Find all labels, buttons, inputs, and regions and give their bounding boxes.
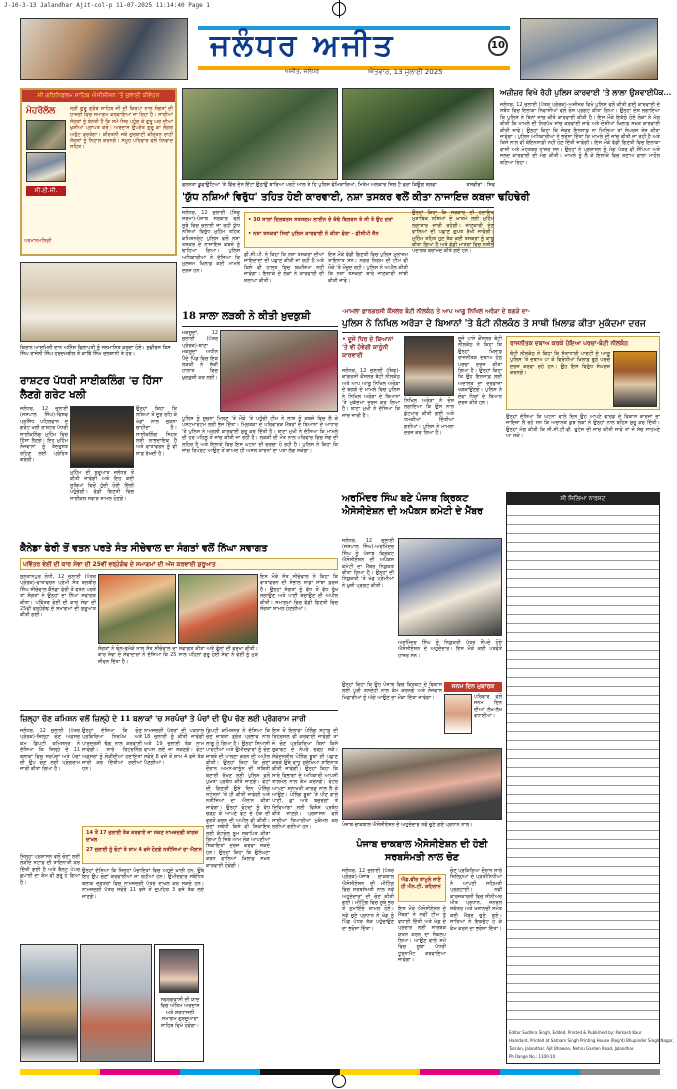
chakbal-photo bbox=[342, 748, 502, 820]
police-photo bbox=[342, 88, 494, 180]
nikhil-photo bbox=[404, 336, 454, 396]
ad-label: ਸੀ.ਈ.ਸੀ. bbox=[26, 186, 66, 196]
main-story-col-2: ਡੀ.ਸੀ.ਪੀ. ਨੇ ਕਿਹਾ ਕਿ ਨਸ਼ਾ ਤਸਕਰਾਂ ਦੀਆਂ ਜਾਇਦਾਦਾਂ ਦੀ ਪਛਾਣ ਕੀਤੀ ਜਾ ਰਹੀ ਹੈ ਅਤੇ ਕਿਸੇ ਵੀ ਹਾਲਤ ਵਿਚ ਬਖ਼ਸ਼ਿਆ ਨਹੀਂ ਜਾਵੇਗਾ। ਇਲਾਕੇ ਦੇ ਲੋਕਾਂ ਨੇ ਕਾਰਵਾਈ ਦੀ ਸ਼ਲਾਘਾ ਕੀਤੀ। bbox=[244, 252, 324, 284]
political-box-text: ਬੰਟੀ ਨੀਲਕੰਠ ਨੇ ਕਿਹਾ ਕਿ ਸੱਤਾਧਾਰੀ ਪਾਰਟੀ ਦੇ ਆਗੂ ਪੁਲਿਸ 'ਤੇ ਦਬਾਅ ਪਾ ਕੇ ਵਿਰੋਧੀਆਂ ਖ਼ਿਲਾਫ਼ ਝੂਠੇ ਪਰਚੇ ਦਰਜ ਕਰਵਾ ਰਹੇ ਹਨ। ਉਹ ਇਸ ਵਿਰੁੱਧ ਸੰਘਰਸ਼ ਕਰਨਗੇ। bbox=[510, 351, 610, 377]
print-slug: J-10-3-13 Jalandhar Ajit-col-p 11-07-2025 11:14:40 Page 1 bbox=[4, 2, 210, 9]
birthday-label: ਜਨਮ ਦਿਨ ਮੁਬਾਰਕ bbox=[444, 682, 502, 692]
ad-body-text: ਸ੍ਰੀ ਗੁਰੂ ਗ੍ਰੰਥ ਸਾਹਿਬ ਜੀ ਦੀ ਕਿਰਪਾ ਨਾਲ ਸੰਗਤਾਂ ਦੀ ਹਾਜ਼ਰੀ ਵਿਚ ਸਮਾਗਮ ਕਰਵਾਇਆ ਜਾ ਰਿਹਾ ਹੈ। ਸਾਰੀਆਂ ਸੰਗਤਾਂ ਨੂੰ ਬੇਨਤੀ ਹੈ ਕਿ ਸਮੇਂ ਸਿਰ ਪਹੁੰਚ ਕੇ ਗੁਰੂ ਘਰ ਦੀਆਂ ਖ਼ੁਸ਼ੀਆਂ ਪ੍ਰਾਪਤ ਕਰੋ। ਅਰਦਾਸ ਉਪਰੰਤ ਗੁਰੂ ਕਾ ਲੰਗਰ ਅਤੁੱਟ ਵਰਤੇਗਾ। ਕੀਰਤਨੀ ਜਥੇ ਗੁਰਬਾਣੀ ਕੀਰਤਨ ਰਾਹੀਂ ਸੰਗਤਾਂ ਨੂੰ ਨਿਹਾਲ ਕਰਨਗੇ। ਸਮੂਹ ਪਰਿਵਾਰ ਵਲੋਂ ਧੰਨਵਾਦ ਸਹਿਤ। bbox=[70, 106, 173, 151]
dc-story-col-4: ਡਿਪਟੀ ਕਮਿਸ਼ਨਰ ਨੇ ਦੱਸਿਆ ਕਿ ਚੋਣ ਜ਼ਾਬਤਾ ਤੁਰੰਤ ਪ੍ਰਭਾਵ ਨਾਲ ਲਾਗੂ ਹੋ ਗਿਆ ਹੈ। ਉਨ੍ਹਾਂ ਸਿਆਸੀ ਪਾਰਟੀਆਂ ਅਤੇ ਉਮੀਦਵਾਰਾਂ ਨੂੰ ਚੋਣ ਜ਼ਾਬਤੇ ਦੀ ਪਾਲਣਾ ਕਰਨ ਦੀ ਅਪੀਲ ਕੀਤੀ। ਉਨ੍ਹਾਂ ਕਿਹਾ ਕਿ ਚੋਣਾਂ ਦੌਰਾਨ ਅਮਨ-ਕਾਨੂੰਨ ਦੀ ਸਥਿਤੀ ਬਣਾਈ ਰੱਖਣ ਲਈ ਪੁਲਿਸ ਵਲੋਂ ਪੁਖ਼ਤਾ ਪ੍ਰਬੰਧ ਕੀਤੇ ਜਾਣਗੇ। ਵੋਟਾਂ ਦੀ ਗਿਣਤੀ ਉਸੇ ਦਿਨ ਪੋਲਿੰਗ ਸਟੇਸ਼ਨਾਂ 'ਤੇ ਹੀ ਕੀਤੀ ਜਾਵੇਗੀ ਅਤੇ ਨਤੀਜਿਆਂ ਦਾ ਐਲਾਨ ਕੀਤਾ ਜਾਵੇਗਾ। ਉਨ੍ਹਾਂ ਵੋਟਰਾਂ ਨੂੰ ਵੱਧ ਚੜ੍ਹ ਕੇ ਆਪਣੇ ਵੋਟ ਦੇ ਹੱਕ ਦੀ ਵਰਤੋਂ ਕਰਨ ਦੀ ਅਪੀਲ ਵੀ ਕੀਤੀ। ਚੋਣਾਂ ਸਬੰਧੀ ਕਿਸੇ ਵੀ ਸ਼ਿਕਾਇਤ ਲਈ ਕੰਟਰੋਲ ਰੂਮ ਸਥਾਪਿਤ ਕੀਤਾ ਗਿਆ ਹੈ ਜਿਥੇ ਆਮ ਲੋਕ ਆਪਣੀਆਂ ਸ਼ਿਕਾਇਤਾਂ ਦਰਜ ਕਰਵਾ ਸਕਦੇ ਹਨ। ਉਨ੍ਹਾਂ ਕਿਹਾ ਕਿ ਉਲੰਘਣਾ ਕਰਨ ਵਾਲਿਆਂ ਖ਼ਿਲਾਫ਼ ਸਖ਼ਤ ਕਾਰਵਾਈ ਹੋਵੇਗੀ। bbox=[206, 728, 270, 869]
main-story-col-1: ਜਲੰਧਰ, 12 ਜੁਲਾਈ (ਸ਼ਿਵ ਸ਼ਰਮਾ)-ਪੰਜਾਬ ਸਰਕਾਰ ਵਲੋਂ ਸੂਬੇ ਵਿਚ ਚਲਾਈ ਜਾ ਰਹੀ ਯੁੱਧ ਨਸ਼ਿਆਂ ਵਿਰੁੱਧ ਮੁਹਿੰਮ ਤਹਿਤ ਕਮਿਸ਼ਨਰੇਟ ਪੁਲਿਸ ਵਲੋਂ ਨਸ਼ਾ ਤਸਕਰ ਦੇ ਨਾਜਾਇਜ਼ ਕਬਜ਼ੇ ਨੂੰ ਢਾਹਿਆ ਗਿਆ। ਪੁਲਿਸ ਅਧਿਕਾਰੀਆਂ ਨੇ ਦੱਸਿਆ ਕਿ ਮੁਲਜ਼ਮ ਖ਼ਿਲਾਫ਼ ਕਈ ਮਾਮਲੇ ਦਰਜ ਹਨ। bbox=[182, 210, 240, 274]
imprint-line: Editor Sudhira Singh, Edited, Printed & Published by: Parkash Kaur bbox=[509, 1030, 642, 1035]
color-swatch bbox=[580, 1069, 660, 1075]
chakbal-box: ਐਡ.ਵੀਰ ਤਾਮੂਲੇ ਜਾਣੇ ਹੀ ਐਨ.ਟੀ. ਸ਼ਹਿਰਾਨ bbox=[398, 874, 446, 902]
cycling-headline: ਰਾਸ਼ਟਰ ਪੱਧਰੀ ਸਾਈਕਲਿੰਗ 'ਚ ਹਿੱਸਾ ਲੈਣਗੇ ਗਰੇਟ ਖਲੀ bbox=[20, 375, 163, 401]
color-swatch bbox=[180, 1069, 260, 1075]
dc-story-col-7: ਉਨ੍ਹਾਂ ਦੱਸਿਆ ਕਿ ਜਿਨ੍ਹਾਂ ਪੰਚਾਇਤਾਂ ਵਿਚ ਅਹੁਦੇ ਖ਼ਾਲੀ ਹਨ, ਉਥੇ ਇਹ ਉਪ ਚੋਣਾਂ ਕਰਵਾਈਆਂ ਜਾ ਰਹੀਆਂ ਹਨ। ਉਮੀਦਵਾਰ ਸਬੰਧਿਤ ਬਲਾਕ ਦਫ਼ਤਰਾਂ ਵਿਚ ਨਾਮਜ਼ਦਗੀ ਪੱਤਰ ਦਾਖ਼ਲ ਕਰ ਸਕਦੇ ਹਨ। ਨਾਮਜ਼ਦਗੀ ਪੱਤਰ ਸਵੇਰੇ 11 ਵਜੇ ਤੋਂ ਦੁਪਹਿਰ 3 ਵਜੇ ਤੱਕ ਲਏ ਜਾਣਗੇ। bbox=[82, 868, 204, 900]
bulldozer-caption: ਫਲਨਤਾ ਡੂਫਾਉਂਟਿਆਂ 'ਤੇ ਵਿੱਚ ਦੇਨ ਇੱਟਾਂ ਉਠਾਉਂ ਬਾਰਿਆ ਪਰਟੋ ਆਲ ਤੇ ਹਿ ਪੁਲਿਸ ਫੇਮਿਕਾਰਿਆਂ, ਮਿਤੇਮ ਅਲਕਾਰ ਸ਼ਿਲ ਟੈ ਫਰਾ ਕਿਊਗ ਬਲਵਾ bbox=[182, 182, 437, 188]
ad-footer: ਪਰਮਾਨਮਲਿਗੀ bbox=[24, 238, 52, 244]
sant-photo-1 bbox=[98, 574, 176, 644]
girl-death-headline: 18 ਸਾਲਾ ਲੜਕੀ ਨੇ ਕੀਤੀ ਖ਼ੁਦਕੁਸ਼ੀ bbox=[182, 311, 311, 322]
girl-story-col-2: ਪੁਲਿਸ ਨੂੰ ਸੂਚਨਾ ਮਿਲਣ 'ਤੇ ਮੌਕੇ 'ਤੇ ਪਹੁੰਚੀ ਟੀਮ ਨੇ ਲਾਸ਼ ਨੂੰ ਕਬਜ਼ੇ ਵਿਚ ਲੈ ਕੇ ਪੋਸਟਮਾਰਟਮ ਲਈ ਭੇਜ ਦਿੱਤਾ। ਮ੍ਰਿਤਕਾ ਦੇ ਪਰਿਵਾਰਕ ਮੈਂਬਰਾਂ ਦੇ ਬਿਆਨਾਂ ਦੇ ਆਧਾਰ 'ਤੇ ਪੁਲਿਸ ਨੇ ਅਗਲੀ ਕਾਰਵਾਈ ਸ਼ੁਰੂ ਕਰ ਦਿੱਤੀ ਹੈ। ਥਾਣਾ ਮੁਖੀ ਨੇ ਦੱਸਿਆ ਕਿ ਮਾਮਲੇ ਦੀ ਹਰ ਪਹਿਲੂ ਤੋਂ ਜਾਂਚ ਕੀਤੀ ਜਾ ਰਹੀ ਹੈ। ਲੜਕੀ ਦੀ ਮੌਤ ਨਾਲ ਪਰਿਵਾਰ ਵਿਚ ਸੋਗ ਦੀ ਲਹਿਰ ਹੈ ਅਤੇ ਇਲਾਕੇ ਵਿਚ ਇਸ ਘਟਨਾ ਦੀ ਚਰਚਾ ਹੋ ਰਹੀ ਹੈ। ਪੁਲਿਸ ਨੇ ਕਿਹਾ ਕਿ ਜਾਂਚ ਰਿਪੋਰਟ ਆਉਣ ਤੋਂ ਬਾਅਦ ਹੀ ਅਸਲ ਕਾਰਨਾਂ ਦਾ ਪਤਾ ਲੱਗ ਸਕੇਗਾ। bbox=[182, 416, 338, 455]
birthday-child-photo bbox=[444, 694, 472, 734]
main-story-col-4: ਉਨ੍ਹਾਂ ਕਿਹਾ ਕਿ ਸਰਕਾਰ ਦੀ ਹਦਾਇਤ ਮੁਤਾਬਿਕ ਨਸ਼ਿਆਂ ਦੇ ਖ਼ਾਤਮੇ ਲਈ ਮੁਹਿੰਮ ਲਗਾਤਾਰ ਜਾਰੀ ਰਹੇਗੀ। ਜਾਣਕਾਰੀ ਦੇਣ ਵਾਲਿਆਂ ਦੀ ਪਛਾਣ ਗੁਪਤ ਰੱਖੀ ਜਾਵੇਗੀ। ਮੁਹਿੰਮ ਤਹਿਤ ਹੁਣ ਤੱਕ ਕਈ ਤਸਕਰਾਂ ਨੂੰ ਕਾਬੂ ਕੀਤਾ ਗਿਆ ਹੈ ਅਤੇ ਵੱਡੀ ਮਾਤਰਾ ਵਿਚ ਨਸ਼ੀਲੇ ਪਦਾਰਥ ਬਰਾਮਦ ਕੀਤੇ ਗਏ ਹਨ। bbox=[412, 210, 494, 255]
imprint-line: Hamdard, Printed at Satnam Singh Printing House (Reg'd) Bhupinder Singh Nagar, bbox=[509, 1038, 674, 1043]
sikh-group-caption: ਕਿਰਾਨ ਆਦਮਿਨੀ ਦਾਨ ਅਨਿੰਸ ਫਿਲਾਪਤੀ ਨੂੰ ਸਨਮਾਨਿਤ ਕਰਦਾ ਹੋਏ। ਸੁਵੀਰਸ ਤਿਸ ਸਿੰਘ ਰਾਜੇਨੀ ਸਿੰਘ ਹਰਦਮਬੀਲ ਤੋਂ ਕਾਬਿੰ ਸਿੰਘ ਦਲਸ਼ਾਨੀ ਤੇ ਹੋਰ। bbox=[20, 345, 171, 358]
cricket-caption: ਅਰਮਿੰਦਰ ਸਿੰਘ ਨੂੰ ਨਿਯੁਕਤੀ ਪੱਤਰ ਸੌਂਪਦੇ ਹੋਏ ਐਸੋਸੀਏਸ਼ਨ ਦੇ ਅਹੁਦੇਦਾਰ। ਇਸ ਮੌਕੇ ਕਈ ਪਤਵੰਤੇ ਹਾਜ਼ਰ ਸਨ। bbox=[398, 640, 502, 659]
dc-story-col-2: ਉਨ੍ਹਾਂ ਦੱਸਿਆ ਕਿ ਚੋਣ ਪ੍ਰਕਿਰਿਆ ਨਿਰਪੱਖ ਅਤੇ ਪਾਰਦਰਸ਼ੀ ਢੰਗ ਨਾਲ ਕਰਵਾਈ ਜਾਵੇਗੀ। ਸਾਰੇ ਰਿਟਰਨਿੰਗ ਅਫ਼ਸਰਾਂ ਨੂੰ ਲੋੜੀਂਦੀਆਂ ਹਦਾਇਤਾਂ ਜਾਰੀ ਕਰ ਦਿੱਤੀਆਂ ਗਈਆਂ ਹਨ। bbox=[82, 728, 142, 773]
ad-brand: ਮੇਹਰੋਲੱਲ bbox=[26, 106, 56, 116]
dc-story-col-6: ਜ਼ਿਲ੍ਹਾ ਪ੍ਰਸ਼ਾਸਨ ਵਲੋਂ ਚੋਣਾਂ ਲਈ ਲੋੜੀਂਦੇ ਸਟਾਫ਼ ਦੀ ਤਾਇਨਾਤੀ ਕਰ ਦਿੱਤੀ ਗਈ ਹੈ ਅਤੇ ਬੈਲਟ ਪੇਪਰ ਛਪਾਈ ਦਾ ਕੰਮ ਵੀ ਸ਼ੁਰੂ ਹੋ ਗਿਆ ਹੈ। bbox=[20, 854, 80, 886]
dc-point-2: 27 ਜੁਲਾਈ ਨੂੰ ਵੋਟਾਂ ਤੇ ਸ਼ਾਮ 4 ਵਜੇ ਹੋਣਗੇ ਨਤੀਜਿਆਂ ਦਾ ਐਲਾਨ bbox=[86, 847, 202, 853]
obituary-photo bbox=[159, 949, 199, 993]
political-box-title: ਰਾਜਨੀਤਕ ਦਬਾਅ ਕਰਕੇ ਹੋਇਆ ਪਰਚਾ-ਬੰਟੀ ਨੀਲਕੰਠ bbox=[510, 340, 629, 347]
sant-photo-2 bbox=[178, 574, 258, 644]
dc-point-1: 14 ਤੋਂ 17 ਜੁਲਾਈ ਤੱਕ ਕਰਵਾਏ ਜਾ ਸਕਣ ਨਾਮਜ਼ਦਗੀ ਕਾਗਜ਼ ਦਾਖ਼ਲ bbox=[86, 830, 199, 843]
birthday-text: ਪਰਿਵਾਰ ਵਲੋਂ ਜਨਮ ਦਿਨ ਦੀਆਂ ਲੱਖ-ਲੱਖ ਵਧਾਈਆਂ। bbox=[474, 694, 502, 720]
ad-title: ਸੀ ਗਰਿਨਿਫਲਮ ਸਾਹਿਬ ਐਜੀਸੀਜ਼ਨ 'ਤੋਂ ਜੁਲਾਈ ਕੀਵੋਹਨ bbox=[22, 90, 175, 102]
divider bbox=[342, 332, 660, 333]
building-photo-1 bbox=[20, 944, 78, 1062]
dc-headline: ਜ਼ਿਲ੍ਹਾ ਚੋਣ ਕਮਿਸ਼ਨ ਵਲੋਂ ਜ਼ਿਲ੍ਹੇ ਦੇ 11 ਬਲਾਕਾਂ 'ਚ ਸਰਪੰਚਾਂ ਤੇ ਪੰਚਾਂ ਦੀ ਉਪ ਚੋਣ ਲਈ ਪ੍ਰੋਗਰਾਮ ਜਾਰੀ bbox=[20, 714, 307, 723]
color-swatch bbox=[500, 1069, 580, 1075]
photo-credit: ਤਸਵੀਰਾਂ : ਸ਼ਿਵ bbox=[466, 182, 495, 188]
sant-subheadline: ਪਵਿੱਤਰ ਵੇਈਂ ਦੀ ਕਾਰ ਸੇਵਾ ਦੀ 25ਵੀਂ ਵਰ੍ਹੇਗੰਢ ਦੇ ਸਮਾਗਮਾਂ ਦੀ ਅੱਜ ਕਰਵਾਈ ਸ਼ੁਰੂਆਤ bbox=[20, 558, 338, 570]
divider bbox=[20, 710, 338, 711]
khali-photo bbox=[70, 406, 134, 468]
top-left-ad bbox=[20, 88, 177, 256]
chakbal-story-col-2: ਇਸ ਮੌਕੇ ਐਸੋਸੀਏਸ਼ਨ ਦੇ ਮੈਂਬਰਾਂ ਨੇ ਨਵੀਂ ਟੀਮ ਨੂੰ ਵਧਾਈ ਦਿੱਤੀ ਅਤੇ ਖੇਡ ਦੇ ਪ੍ਰਚਾਰ ਲਈ ਸਾਰਥਕ ਯਤਨ ਕਰਨ ਦਾ ਸੰਕਲਪ ਲਿਆ। ਆਉਣ ਵਾਲੇ ਸਮੇਂ ਵਿਚ ਸੂਬਾ ਪੱਧਰੀ ਟੂਰਨਾਮੈਂਟ ਕਰਵਾਇਆ ਜਾਵੇਗਾ। bbox=[398, 906, 446, 964]
chakbal-headline: ਪੰਜਾਬ ਚਾਕਬਾਲ ਐਸੋਸੀਏਸ਼ਨ ਦੀ ਹੋਈ ਸਰਬਸੰਮਤੀ ਨਾਲ ਚੋਣ bbox=[356, 839, 488, 863]
divider bbox=[182, 207, 494, 208]
cycling-story-col-1: ਜਲੰਧਰ, 12 ਜੁਲਾਈ (ਜਸਪਾਲ ਸਿੰਘ)-ਵਿਸ਼ਵ ਪ੍ਰਸਿੱਧ ਪਹਿਲਵਾਨ ਦ ਗਰੇਟ ਖਲੀ ਰਾਸ਼ਟਰ ਪੱਧਰੀ ਸਾਈਕਲਿੰਗ ਮੁਹਿੰਮ ਵਿਚ ਹਿੱਸਾ ਲੈਣਗੇ। ਇਹ ਮੁਹਿੰਮ ਨੌਜਵਾਨਾਂ ਨੂੰ ਤੰਦਰੁਸਤ ਰਹਿਣ ਲਈ ਪ੍ਰੇਰਿਤ ਕਰੇਗੀ। bbox=[20, 406, 68, 464]
masthead-date: ਐਤਵਾਰ, 13 ਜੁਲਾਈ 2025 bbox=[368, 68, 443, 76]
councillor-story-col-1: ਜਲੰਧਰ, 12 ਜੁਲਾਈ (ਸ਼ਿਵ)-ਕਾਂਗਰਸੀ ਕੌਂਸਲਰ ਬੰਟੀ ਨੀਲਕੰਠ ਅਤੇ ਆਪ ਆਗੂ ਨਿਖਿਲ ਅਰੋੜਾ ਦੇ ਝਗੜੇ ਦੇ ਮਾਮਲੇ ਵਿਚ ਪੁਲਿਸ ਨੇ ਨਿਖਿਲ ਅਰੋੜਾ ਦੇ ਬਿਆਨਾਂ 'ਤੇ ਮੁਕੱਦਮਾ ਦਰਜ ਕਰ ਲਿਆ ਹੈ। ਥਾਣਾ ਮੁਖੀ ਨੇ ਦੱਸਿਆ ਕਿ ਜਾਂਚ ਜਾਰੀ ਹੈ। bbox=[342, 368, 400, 419]
councillor-side-note: • ਦੂਜੇ ਧਿਰ ਦੇ ਬਿਆਨਾਂ 'ਤੇ ਵੀ ਹੋਵੇਗੀ ਕਾਨੂੰਨੀ ਕਾਰਵਾਈ bbox=[342, 336, 394, 359]
divider bbox=[182, 326, 338, 327]
color-registration-bar bbox=[20, 1069, 660, 1075]
ad-box-small bbox=[154, 944, 204, 1062]
cricket-headline: ਅਰਮਿੰਦਰ ਸਿੰਘ ਬਣੇ ਪੰਜਾਬ ਕ੍ਰਿਕਟ ਐਸੋਸੀਏਸ਼ਨ ਦੀ ਅਪੈਕਸ ਕਮੇਟੀ ਦੇ ਮੈਂਬਰ bbox=[342, 493, 484, 517]
main-headline: 'ਯੁੱਧ ਨਸ਼ਿਆਂ ਵਿਰੁੱਧ' ਤਹਿਤ ਹੋਈ ਕਾਰਵਾਈ, ਨਸ਼ਾ ਤਸਕਰ ਵਲੋਂ ਕੀਤਾ ਨਾਜਾਇਜ਼ ਕਬਜ਼ਾ ਢਹਿਢੇਰੀ bbox=[182, 192, 530, 203]
page-number: 10 bbox=[488, 36, 508, 56]
sant-story-col-1: ਸੁਲਤਾਨਪੁਰ ਲੋਧੀ, 12 ਜੁਲਾਈ (ਪੱਤਰ ਪ੍ਰੇਰਕ)-ਵਾਤਾਵਰਨ ਪ੍ਰੇਮੀ ਸੰਤ ਬਲਬੀਰ ਸਿੰਘ ਸੀਚੇਵਾਲ ਕੈਨੇਡਾ ਫੇਰੀ ਤੋਂ ਵਤਨ ਪਰਤੇ ਤਾਂ ਸੰਗਤਾਂ ਨੇ ਉਨ੍ਹਾਂ ਦਾ ਨਿੱਘਾ ਸਵਾਗਤ ਕੀਤਾ। ਪਵਿੱਤਰ ਵੇਈਂ ਦੀ ਕਾਰ ਸੇਵਾ ਦੀ 25ਵੀਂ ਵਰ੍ਹੇਗੰਢ ਦੇ ਸਮਾਗਮਾਂ ਦੀ ਸ਼ੁਰੂਆਤ ਕੀਤੀ ਗਈ। bbox=[20, 574, 96, 619]
officer-headline: ਅਜ਼ੀਜ਼ਰ ਵਿਖੇ ਰੋਹੀ ਪੁਲਿਸ ਕਾਰਵਾਈ 'ਤੇ ਲਾਲਾ ਉਸ਼ਵਾਈਪੈਕ... bbox=[500, 88, 672, 97]
color-swatch bbox=[20, 1069, 100, 1075]
girl-story-col-1: ਮਕਸੂਦਾਂ, 12 ਜੁਲਾਈ (ਪੱਤਰ ਪ੍ਰੇਰਕ)-ਥਾਣਾ ਮਕਸੂਦਾਂ ਅਧੀਨ ਪੈਂਦੇ ਪਿੰਡ ਵਿਚ ਇਕ ਲੜਕੀ ਨੇ ਸ਼ੱਕੀ ਹਾਲਾਤ ਵਿਚ ਖ਼ੁਦਕੁਸ਼ੀ ਕਰ ਲਈ। bbox=[182, 330, 218, 381]
imprint-line: Tulsian, Jalandhar. Ajit Bhawan, Nehru Garden Road, Jalandhar. bbox=[509, 1046, 635, 1051]
main-story-col-3: ਇਸ ਮੌਕੇ ਵੱਡੀ ਗਿਣਤੀ ਵਿਚ ਪੁਲਿਸ ਮੁਲਾਜ਼ਮ ਤਾਇਨਾਤ ਸਨ। ਨਗਰ ਨਿਗਮ ਦੀ ਟੀਮ ਵੀ ਮੌਕੇ 'ਤੇ ਮੌਜੂਦ ਰਹੀ। ਪੁਲਿਸ ਨੇ ਅਪੀਲ ਕੀਤੀ ਕਿ ਨਸ਼ਾ ਤਸਕਰਾਂ ਬਾਰੇ ਜਾਣਕਾਰੀ ਸਾਂਝੀ ਕੀਤੀ ਜਾਵੇ। bbox=[328, 252, 409, 284]
councillor-story-col-2: ਨਿਖਿਲ ਅਰੋੜਾ ਨੇ ਦੋਸ਼ ਲਗਾਇਆ ਕਿ ਉਸ ਨਾਲ ਕੁੱਟਮਾਰ ਕੀਤੀ ਗਈ ਅਤੇ ਧਮਕੀਆਂ ਦਿੱਤੀਆਂ ਗਈਆਂ। ਪੁਲਿਸ ਨੇ ਮਾਮਲਾ ਦਰਜ ਕਰ ਲਿਆ ਹੈ। bbox=[404, 398, 454, 437]
dc-story-col-1: ਜਲੰਧਰ, 12 ਜੁਲਾਈ (ਪੱਤਰ ਪ੍ਰੇਰਕ)-ਜ਼ਿਲ੍ਹਾ ਚੋਣ ਅਫ਼ਸਰ ਕਮ ਡਿਪਟੀ ਕਮਿਸ਼ਨਰ ਨੇ ਦੱਸਿਆ ਕਿ ਜ਼ਿਲ੍ਹੇ ਦੇ 11 ਬਲਾਕਾਂ ਵਿਚ ਸਰਪੰਚਾਂ ਅਤੇ ਪੰਚਾਂ ਦੀ ਉਪ ਚੋਣ ਲਈ ਪ੍ਰੋਗਰਾਮ ਜਾਰੀ ਕੀਤਾ ਗਿਆ ਹੈ। bbox=[20, 728, 80, 773]
councillor-story-col-3: ਦੂਜੇ ਪਾਸੇ ਕੌਂਸਲਰ ਬੰਟੀ ਨੀਲਕੰਠ ਨੇ ਕਿਹਾ ਕਿ ਉਨ੍ਹਾਂ ਖ਼ਿਲਾਫ਼ ਰਾਜਨੀਤਕ ਦਬਾਅ ਹੇਠ ਪਰਚਾ ਦਰਜ ਕੀਤਾ ਗਿਆ ਹੈ। ਉਨ੍ਹਾਂ ਕਿਹਾ ਕਿ ਉਹ ਇਨਸਾਫ਼ ਲਈ ਅਦਾਲਤ ਦਾ ਦਰਵਾਜ਼ਾ ਖੜਕਾਉਣਗੇ। ਪੁਲਿਸ ਨੇ ਦੋਵਾਂ ਧਿਰਾਂ ਦੇ ਬਿਆਨ ਦਰਜ ਕੀਤੇ ਹਨ। bbox=[458, 336, 502, 407]
cycling-story-col-2: ਉਨ੍ਹਾਂ ਕਿਹਾ ਕਿ ਨਸ਼ਿਆਂ ਤੋਂ ਦੂਰ ਰਹਿ ਕੇ ਖੇਡਾਂ ਨਾਲ ਜੁੜਨਾ ਚਾਹੀਦਾ ਹੈ। ਸਾਈਕਲਿੰਗ ਸਿਹਤ ਲਈ ਲਾਭਦਾਇਕ ਹੈ ਅਤੇ ਵਾਤਾਵਰਨ ਨੂੰ ਵੀ ਸਾਫ਼ ਰੱਖਦੀ ਹੈ। bbox=[136, 406, 177, 457]
masthead bbox=[190, 18, 518, 80]
color-swatch bbox=[260, 1069, 340, 1075]
main-point-1: • 30 ਸਾਲਾਂ ਦਿਲਬਰਸ ਸਤਸਗਮ ਲਾਈਨ ਦੇ ਕੰਢੇ ਬਿਲਰਸ ਤੇ ਸੀ ਤੇ ਉਹ ਦਰਾਂ bbox=[248, 217, 393, 223]
registration-mark-icon bbox=[332, 1074, 346, 1088]
political-box bbox=[506, 336, 660, 410]
imprint-line: Ph Range No.: 1100-10 bbox=[509, 1054, 556, 1059]
ad-portrait-2 bbox=[26, 152, 66, 182]
councillor-story-col-4: ਉਨ੍ਹਾਂ ਦੱਸਿਆ ਕਿ ਘਟਨਾ ਵਾਲੇ ਦਿਨ ਉਹ ਆਪਣੇ ਵਾਰਡ ਦੇ ਵਿਕਾਸ ਕਾਰਜਾਂ ਦਾ ਜਾਇਜ਼ਾ ਲੈ ਰਹੇ ਸਨ ਕਿ ਅਚਾਨਕ ਕੁਝ ਲੋਕਾਂ ਨੇ ਉਨ੍ਹਾਂ ਨਾਲ ਬਹਿਸ ਸ਼ੁਰੂ ਕਰ ਦਿੱਤੀ। ਉਨ੍ਹਾਂ ਮੰਗ ਕੀਤੀ ਕਿ ਸੀ.ਸੀ.ਟੀ.ਵੀ. ਫੁਟੇਜ ਦੀ ਜਾਂਚ ਕੀਤੀ ਜਾਵੇ ਤਾਂ ਜੋ ਸੱਚ ਸਾਹਮਣੇ ਆ ਸਕੇ। bbox=[506, 414, 660, 440]
dc-points-box bbox=[82, 826, 204, 864]
dc-story-col-3: ਨਾਮਜ਼ਦਗੀ ਪੱਤਰਾਂ ਦੀ ਪੜਤਾਲ 18 ਜੁਲਾਈ ਨੂੰ ਕੀਤੀ ਜਾਵੇਗੀ ਅਤੇ 19 ਜੁਲਾਈ ਤੱਕ ਨਾਮ ਵਾਪਸ ਲਏ ਜਾ ਸਕਣਗੇ। ਵੋਟਾਂ ਸਵੇਰੇ 8 ਵਜੇ ਤੋਂ ਸ਼ਾਮ 4 ਵਜੇ ਤੱਕ ਪੈਣਗੀਆਂ। bbox=[144, 728, 204, 767]
city-building-photo bbox=[20, 18, 188, 80]
ad-portrait-1 bbox=[26, 120, 66, 150]
classifieds-listings bbox=[507, 507, 659, 1027]
cricket-story-col-1: ਜਲੰਧਰ, 12 ਜੁਲਾਈ (ਜਸਪਾਲ ਸਿੰਘ)-ਅਰਮਿੰਦਰ ਸਿੰਘ ਨੂੰ ਪੰਜਾਬ ਕ੍ਰਿਕਟ ਐਸੋਸੀਏਸ਼ਨ ਦੀ ਅਪੈਕਸ ਕਮੇਟੀ ਦਾ ਮੈਂਬਰ ਨਿਯੁਕਤ ਕੀਤਾ ਗਿਆ ਹੈ। ਉਨ੍ਹਾਂ ਦੀ ਨਿਯੁਕਤੀ 'ਤੇ ਖੇਡ ਪ੍ਰੇਮੀਆਂ ਨੇ ਖ਼ੁਸ਼ੀ ਪ੍ਰਗਟ ਕੀਤੀ। bbox=[342, 538, 394, 589]
obituary-text: ਸਵਰਗਵਾਸੀ ਦੀ ਯਾਦ ਵਿਚ ਅੰਤਿਮ ਅਰਦਾਸ ਅਤੇ ਸ਼ਰਧਾਂਜਲੀ ਸਮਾਗਮ ਗੁਰਦੁਆਰਾ ਸਾਹਿਬ ਵਿਖੇ ਹੋਵੇਗਾ। bbox=[160, 997, 200, 1029]
cycling-story-col-3: ਮੁਹਿੰਮ ਦੀ ਸ਼ੁਰੂਆਤ ਜਲੰਧਰ ਤੋਂ ਕੀਤੀ ਜਾਵੇਗੀ ਅਤੇ ਇਹ ਕਈ ਸੂਬਿਆਂ ਵਿਚੋਂ ਹੁੰਦੀ ਹੋਈ ਦਿੱਲੀ ਪਹੁੰਚੇਗੀ। ਵੱਡੀ ਗਿਣਤੀ ਵਿਚ ਸਾਈਕਲ ਸਵਾਰ ਸ਼ਾਮਲ ਹੋਣਗੇ। bbox=[70, 470, 134, 502]
sant-story-col-3: ਸੰਗਤਾਂ ਨੇ ਢੋਲ-ਢਮੱਕੇ ਨਾਲ ਸੰਤ ਸੀਚੇਵਾਲ ਦਾ ਸਵਾਗਤ ਕੀਤਾ ਅਤੇ ਫੁੱਲਾਂ ਦੀ ਵਰਖਾ ਕੀਤੀ। ਕਾਰ ਸੇਵਾ ਦੇ ਸੇਵਾਦਾਰਾਂ ਨੇ ਦੱਸਿਆ ਕਿ 25 ਸਾਲ ਪਹਿਲਾਂ ਸ਼ੁਰੂ ਹੋਈ ਸੇਵਾ ਨੇ ਵੇਈਂ ਨੂੰ ਮੁੜ ਜੀਵਨ ਦਿੱਤਾ ਹੈ। bbox=[98, 646, 258, 665]
bulldozer-photo bbox=[182, 88, 338, 180]
bunty-photo bbox=[613, 351, 657, 407]
classifieds-panel bbox=[506, 492, 674, 1064]
sikh-group-photo bbox=[20, 262, 177, 342]
councillor-kicker: -ਮਾਮਲਾ ਫ਼ਾਰਗਰਸੀ ਕੌਂਸਲਰ ਬੰਟੀ ਨੀਲਕੰਠ ਤੇ ਆਪ ਆਗੂ ਨਿਖਿਲ ਅਰੋੜਾ ਦੇ ਝਗੜੇ ਦਾ- bbox=[342, 308, 530, 315]
chakbal-story-col-1: ਜਲੰਧਰ, 12 ਜੁਲਾਈ (ਪੱਤਰ ਪ੍ਰੇਰਕ)-ਪੰਜਾਬ ਚਾਕਬਾਲ ਐਸੋਸੀਏਸ਼ਨ ਦੀ ਮੀਟਿੰਗ ਵਿਚ ਸਰਬਸੰਮਤੀ ਨਾਲ ਨਵੇਂ ਅਹੁਦੇਦਾਰਾਂ ਦੀ ਚੋਣ ਕੀਤੀ ਗਈ। ਮੀਟਿੰਗ ਵਿਚ ਸੂਬੇ ਭਰ ਤੋਂ ਨੁਮਾਇੰਦੇ ਸ਼ਾਮਲ ਹੋਏ। ਨਵੇਂ ਚੁਣੇ ਪ੍ਰਧਾਨ ਨੇ ਖੇਡ ਨੂੰ ਪਿੰਡ ਪੱਧਰ ਤੱਕ ਪਹੁੰਚਾਉਣ ਦਾ ਭਰੋਸਾ ਦਿੱਤਾ। bbox=[342, 868, 394, 932]
crop-line bbox=[339, 0, 340, 18]
masthead-title: ਜਲੰਧਰ ਅਜੀਤ bbox=[210, 28, 396, 63]
councillor-headline: ਪੁਲਿਸ ਨੇ ਨਿਖਿਲ ਅਰੋੜਾ ਦੇ ਬਿਆਨਾਂ 'ਤੇ ਬੰਟੀ ਨੀਲਕੰਠ ਤੇ ਸਾਥੀ ਖ਼ਿਲਾਫ਼ ਕੀਤਾ ਮੁਕੱਦਮਾ ਦਰਜ bbox=[342, 319, 646, 329]
color-swatch bbox=[420, 1069, 500, 1075]
chakbal-story-col-3: ਚੋਣ ਪ੍ਰਕਿਰਿਆ ਦੌਰਾਨ ਸਾਰੇ ਜ਼ਿਲ੍ਹਿਆਂ ਦੇ ਪ੍ਰਤੀਨਿਧੀਆਂ ਨੇ ਆਪਣੀ ਸਹਿਮਤੀ ਪ੍ਰਗਟਾਈ। ਨਵੀਂ ਕਾਰਜਕਾਰਨੀ ਵਿਚ ਸੀਨੀਅਰ ਮੀਤ ਪ੍ਰਧਾਨ, ਜਨਰਲ ਸਕੱਤਰ ਅਤੇ ਖ਼ਜ਼ਾਨਚੀ ਸਮੇਤ ਕਈ ਮੈਂਬਰ ਚੁਣੇ ਗਏ। ਸਾਰਿਆਂ ਨੇ ਇਕਜੁੱਟ ਹੋ ਕੇ ਕੰਮ ਕਰਨ ਦਾ ਭਰੋਸਾ ਦਿੱਤਾ। bbox=[450, 868, 502, 932]
classifieds-title: ਸੀ ਜਿਲ਼ਿਆ ਨਾਰਸਟ bbox=[507, 493, 659, 505]
cricket-photo bbox=[398, 538, 502, 636]
building-photo-2 bbox=[80, 944, 152, 1062]
sant-headline: ਕੈਨੇਡਾ ਫੇਰੀ ਤੋਂ ਵਤਨ ਪਰਤੇ ਸੰਤ ਸੀਚੇਵਾਲ ਦਾ ਸੰਗਤਾਂ ਵਲੋਂ ਨਿੱਘਾ ਸਵਾਗਤ bbox=[20, 543, 268, 554]
sant-story-col-2: ਇਸ ਮੌਕੇ ਸੰਤ ਸੀਚੇਵਾਲ ਨੇ ਕਿਹਾ ਕਿ ਵਾਤਾਵਰਨ ਦੀ ਸੰਭਾਲ ਸਾਡਾ ਸਾਂਝਾ ਫ਼ਰਜ਼ ਹੈ। ਉਨ੍ਹਾਂ ਸੰਗਤਾਂ ਨੂੰ ਵੱਧ ਤੋਂ ਵੱਧ ਰੁੱਖ ਲਗਾਉਣ ਅਤੇ ਪਾਣੀ ਬਚਾਉਣ ਦੀ ਅਪੀਲ ਕੀਤੀ। ਸਮਾਗਮਾਂ ਵਿਚ ਵੱਡੀ ਗਿਣਤੀ ਵਿਚ ਸੰਗਤਾਂ ਸ਼ਾਮਲ ਹੋਣਗੀਆਂ। bbox=[260, 574, 338, 613]
main-point-2: • ਨਸ਼ਾ ਤਸਕਰਾਂ ਸਿਰਾਂ ਪੁਲਿਸ ਕਾਰਵਾਈ ਨੇ ਕੀਤਾ ਫੇਰਾ - ਡੀਸੀਪੀ ਜੈਨ bbox=[248, 231, 379, 237]
masthead-subtitle: ਅਜੀਤ, ਜਲੰਧਰ bbox=[285, 68, 320, 75]
dc-story-col-5: ਇਸ ਤੋਂ ਇਲਾਵਾ ਪੋਲਿੰਗ ਸਟਾਫ਼ ਦੀ ਰਿਹਰਸਲ ਵੀ ਕਰਵਾਈ ਜਾਵੇਗੀ ਤਾਂ ਜੋ ਚੋਣ ਪ੍ਰਕਿਰਿਆ ਬਿਨਾਂ ਕਿਸੇ ਰੁਕਾਵਟ ਦੇ ਨੇਪਰੇ ਚੜ੍ਹ ਸਕੇ। ਸੰਵੇਦਨਸ਼ੀਲ ਪੋਲਿੰਗ ਬੂਥਾਂ ਦੀ ਪਛਾਣ ਕਰਕੇ ਉਥੇ ਵਾਧੂ ਸੁਰੱਖਿਆ ਤਾਇਨਾਤ ਕੀਤੀ ਜਾਵੇਗੀ। ਉਨ੍ਹਾਂ ਕਿਹਾ ਕਿ ਸਾਰੇ ਵਿਭਾਗਾਂ ਦੇ ਅਧਿਕਾਰੀ ਆਪਸੀ ਤਾਲਮੇਲ ਨਾਲ ਕੰਮ ਕਰਨਗੇ। ਵੋਟਰ ਆਪਣਾ ਸ਼ਨਾਖ਼ਤੀ ਕਾਰਡ ਨਾਲ ਲੈ ਕੇ ਆਉਣ। ਪੋਲਿੰਗ ਬੂਥਾਂ 'ਤੇ ਪੀਣ ਵਾਲੇ ਪਾਣੀ, ਛਾਂ ਅਤੇ ਬਜ਼ੁਰਗਾਂ ਤੇ ਦਿਵਿਆਂਗਾਂ ਲਈ ਵਿਸ਼ੇਸ਼ ਪ੍ਰਬੰਧ ਕੀਤੇ ਜਾਣਗੇ। ਪ੍ਰਸ਼ਾਸਨ ਵਲੋਂ ਸਾਰੀਆਂ ਤਿਆਰੀਆਂ ਮੁਕੰਮਲ ਕਰ ਲਈਆਂ ਗਈਆਂ ਹਨ। bbox=[272, 728, 338, 831]
girl-death-photo bbox=[220, 330, 338, 412]
imprint bbox=[509, 1029, 674, 1063]
color-swatch bbox=[100, 1069, 180, 1075]
color-swatch bbox=[340, 1069, 420, 1075]
city-landmark-photo bbox=[520, 18, 658, 80]
chakbal-caption: ਪੰਜਾਬ ਚਾਕਬਾਲ ਐਸੋਸੀਏਸ਼ਨ ਦੇ ਅਹੁਦੇਦਾਰ ਨਵੇਂ ਚੁਣੇ ਗਏ ਪ੍ਰਧਾਨ ਨਾਲ। bbox=[342, 822, 473, 828]
officer-story-text: ਜਲੰਧਰ, 12 ਜੁਲਾਈ (ਪੱਤਰ ਪ੍ਰੇਰਕ)-ਅਜ਼ੀਜ਼ਰ ਵਿਖੇ ਪੁਲਿਸ ਵਲੋਂ ਕੀਤੀ ਗਈ ਕਾਰਵਾਈ ਦੇ ਸਬੰਧ ਵਿਚ ਇਲਾਕਾ ਨਿਵਾਸੀਆਂ ਵਲੋਂ ਰੋਸ ਪ੍ਰਗਟ ਕੀਤਾ ਗਿਆ। ਉਨ੍ਹਾਂ ਦੋਸ਼ ਲਗਾਇਆ ਕਿ ਪੁਲਿਸ ਨੇ ਬਿਨਾਂ ਜਾਂਚ ਕੀਤੇ ਕਾਰਵਾਈ ਕੀਤੀ ਹੈ। ਇਸ ਮੌਕੇ ਇਕੱਠੇ ਹੋਏ ਲੋਕਾਂ ਨੇ ਮੰਗ ਕੀਤੀ ਕਿ ਮਾਮਲੇ ਦੀ ਨਿਰਪੱਖ ਜਾਂਚ ਕਰਵਾਈ ਜਾਵੇ ਅਤੇ ਦੋਸ਼ੀਆਂ ਖ਼ਿਲਾਫ਼ ਸਖ਼ਤ ਕਾਰਵਾਈ ਕੀਤੀ ਜਾਵੇ। ਉਨ੍ਹਾਂ ਕਿਹਾ ਕਿ ਜੇਕਰ ਇਨਸਾਫ਼ ਨਾ ਮਿਲਿਆ ਤਾਂ ਸੰਘਰਸ਼ ਤੇਜ਼ ਕੀਤਾ ਜਾਵੇਗਾ। ਪੁਲਿਸ ਅਧਿਕਾਰੀਆਂ ਨੇ ਭਰੋਸਾ ਦਿੱਤਾ ਕਿ ਮਾਮਲੇ ਦੀ ਜਾਂਚ ਕੀਤੀ ਜਾ ਰਹੀ ਹੈ ਅਤੇ ਕਿਸੇ ਨਾਲ ਵੀ ਬੇਇਨਸਾਫ਼ੀ ਨਹੀਂ ਹੋਣ ਦਿੱਤੀ ਜਾਵੇਗੀ। ਇਸ ਮੌਕੇ ਵੱਡੀ ਗਿਣਤੀ ਵਿਚ ਇਲਾਕਾ ਵਾਸੀ ਅਤੇ ਮੋਹਤਬਰ ਹਾਜ਼ਰ ਸਨ। ਉਨ੍ਹਾਂ ਨੇ ਪ੍ਰਸ਼ਾਸਨ ਨੂੰ ਮੰਗ ਪੱਤਰ ਵੀ ਸੌਂਪਿਆ ਅਤੇ ਜਲਦ ਕਾਰਵਾਈ ਦੀ ਮੰਗ ਕੀਤੀ। ਮਾਮਲੇ ਨੂੰ ਲੈ ਕੇ ਇਲਾਕੇ ਵਿਚ ਤਣਾਅ ਵਾਲਾ ਮਾਹੌਲ ਬਣਿਆ ਰਿਹਾ। bbox=[500, 102, 660, 166]
cricket-story-col-2: ਉਨ੍ਹਾਂ ਕਿਹਾ ਕਿ ਉਹ ਪੰਜਾਬ ਵਿਚ ਕ੍ਰਿਕਟ ਦੇ ਵਿਕਾਸ ਲਈ ਪੂਰੀ ਤਨਦੇਹੀ ਨਾਲ ਕੰਮ ਕਰਨਗੇ ਅਤੇ ਨੌਜਵਾਨ ਖਿਡਾਰੀਆਂ ਨੂੰ ਅੱਗੇ ਆਉਣ ਦਾ ਮੌਕਾ ਦਿੱਤਾ ਜਾਵੇਗਾ। bbox=[342, 682, 442, 701]
